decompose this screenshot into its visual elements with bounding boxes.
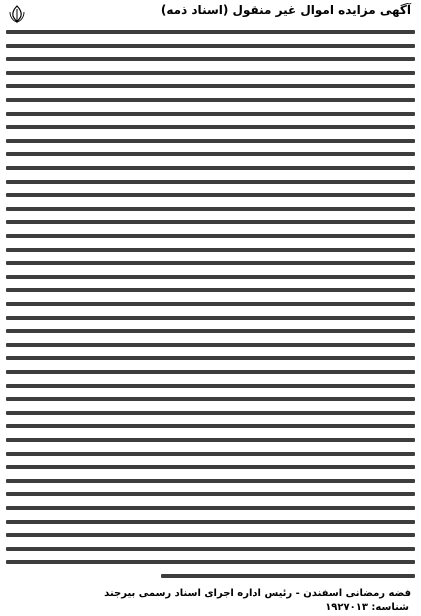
notice-body-line: [6, 424, 415, 428]
notice-body-line: [6, 411, 415, 415]
notice-body-line: [6, 180, 415, 184]
notice-body-line: [6, 329, 415, 333]
notice-body-line: [6, 125, 415, 129]
notice-title: آگهی مزایده اموال غیر منقول (اسناد ذمه): [160, 3, 411, 17]
notice-body-line: [6, 44, 415, 48]
notice-body-line: [161, 574, 415, 578]
notice-body-line: [6, 166, 415, 170]
notice-body-line: [6, 84, 415, 88]
notice-body: [6, 24, 415, 582]
notice-body-line: [6, 71, 415, 75]
notice-body-line: [6, 248, 415, 252]
notice-body-line: [6, 112, 415, 116]
notice-body-line: [6, 302, 415, 306]
notice-body-line: [6, 397, 415, 401]
notice-body-line: [6, 506, 415, 510]
notice-body-line: [6, 57, 415, 61]
notice-body-line: [6, 452, 415, 456]
notice-body-line: [6, 479, 415, 483]
notice-body-line: [6, 98, 415, 102]
notice-body-line: [6, 152, 415, 156]
notice-body-line: [6, 384, 415, 388]
notice-body-line: [6, 220, 415, 224]
notice-body-line: [6, 370, 415, 374]
notice-body-line: [6, 316, 415, 320]
notice-body-line: [6, 288, 415, 292]
notice-body-line: [6, 560, 415, 564]
notice-body-line: [6, 193, 415, 197]
notice-body-line: [6, 520, 415, 524]
notice-body-line: [6, 139, 415, 143]
iran-emblem-icon: [6, 4, 28, 24]
notice-body-line: [6, 275, 415, 279]
notice-body-line: [6, 465, 415, 469]
notice-body-line: [6, 261, 415, 265]
notice-body-line: [6, 30, 415, 34]
notice-body-line: [6, 356, 415, 360]
notice-body-line: [6, 234, 415, 238]
notice-body-line: [6, 547, 415, 551]
notice-body-line: [6, 492, 415, 496]
notice-body-line: [6, 533, 415, 537]
notice-body-line: [6, 207, 415, 211]
notice-body-line: [6, 343, 415, 347]
notice-body-line: [6, 438, 415, 442]
notice-signature: فضه رمضانی اسفندن - رئیس اداره اجرای اسناد رسمی بیرجند: [104, 588, 411, 599]
notice-code: شناسه: ۱۹۲۷۰۱۳: [325, 602, 409, 613]
